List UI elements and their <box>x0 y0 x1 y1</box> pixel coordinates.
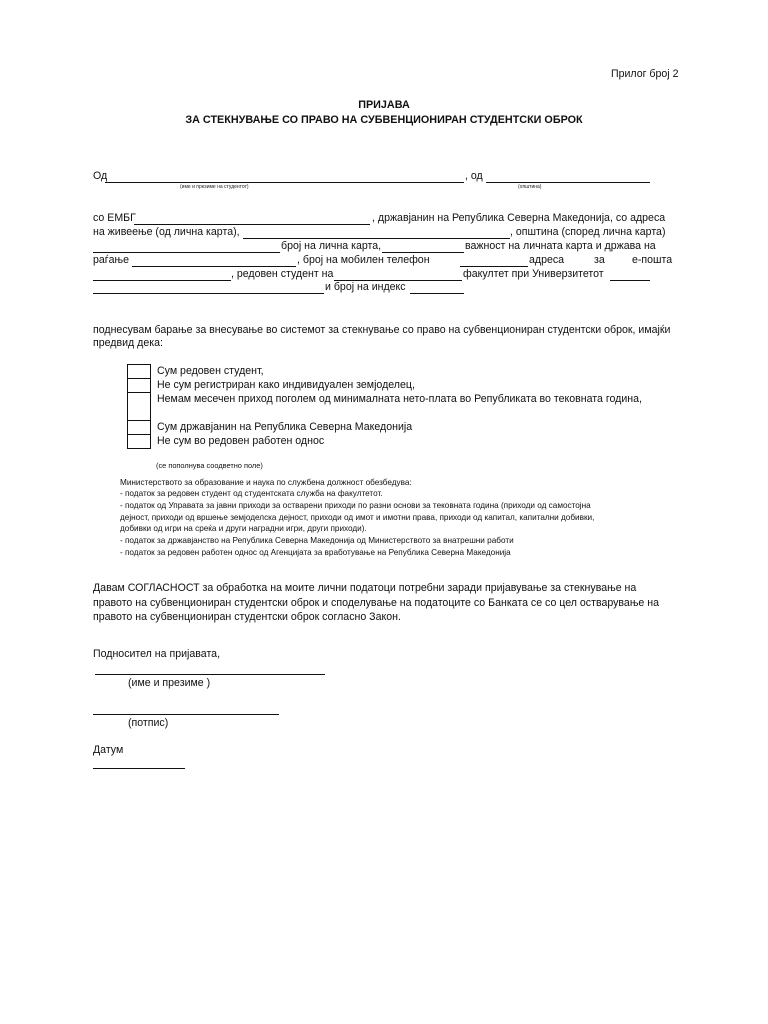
consent-line3: правото на субвенциониран студентски оброк согласно Закон. <box>93 611 401 623</box>
residence-label: на живеење (од лична карта), <box>93 226 240 238</box>
ministry-line: - податок за редовен студент од студентската служба на факултетот. <box>120 489 383 498</box>
email-input-line[interactable] <box>93 280 231 281</box>
checkbox-not-farmer[interactable] <box>127 378 151 393</box>
label-od-municipality: , од <box>465 170 483 182</box>
address-label: адреса <box>529 254 565 266</box>
request-text-line2: предвид дека: <box>93 337 163 349</box>
ministry-line: - податок од Управата за јавни приходи за остварени приходи по разни основи за тековната година (приходи од самостојна <box>120 501 591 510</box>
citizen-text: , државјанин на Република Северна Македонија, со адреса <box>372 212 666 224</box>
checkbox-no-income[interactable] <box>127 392 151 421</box>
ministry-line: добивки од игри на среќа и други наградни игри, други приходи). <box>120 524 367 533</box>
municipality-input-line[interactable] <box>486 182 650 183</box>
ministry-heading: Министерството за образование и наука по службена должност обезбедува: <box>120 478 412 487</box>
residence-input-line[interactable] <box>243 238 510 239</box>
ministry-line: - податок за државјанство на Република Северна Македонија од Министерството за внатрешни работи <box>120 536 514 545</box>
checkbox-not-employed[interactable] <box>127 434 151 449</box>
name-hint: (име и презиме ) <box>128 677 211 689</box>
municipality-text: , општина (според лична карта) <box>510 226 666 238</box>
id-card-input-line[interactable] <box>93 252 280 253</box>
birth-input-line[interactable] <box>132 266 296 267</box>
birth-label: раѓање <box>93 254 130 266</box>
checkbox-label-citizen: Сум државјанин на Република Северна Македонија <box>157 421 413 433</box>
email-label: е-пошта <box>632 254 673 266</box>
fill-note: (се пополнува соодветно поле) <box>156 461 263 470</box>
checkbox-label-no-income: Немам месечен приход поголем од минималната нето-плата во Републиката во тековната година, <box>157 393 642 405</box>
date-line[interactable] <box>93 768 185 769</box>
consent-line1: Давам СОГЛАСНОСТ за обработка на моите лични податоци потребни заради пријавување за стекнување на <box>93 582 637 594</box>
form-title: ПРИЈАВА <box>358 99 410 111</box>
ministry-line: - податок за редовен работен однос од Агенцијата за вработување на Република Северна Македонија <box>120 548 511 557</box>
index-input-line[interactable] <box>410 293 464 294</box>
signature-line[interactable] <box>93 714 279 715</box>
id-validity-label: важност на личната карта и држава на <box>465 240 656 252</box>
label-od: Од <box>93 170 108 182</box>
ministry-line: дејност, приходи од вршење земјоделска дејност, приходи од имот и имотни права, приходи од капитал, капитални добивки, <box>120 513 595 522</box>
id-validity-input-line[interactable] <box>382 252 464 253</box>
id-card-label: број на лична карта, <box>281 240 382 252</box>
checkbox-label-not-farmer: Не сум регистриран како индивидуален земјоделец, <box>157 379 415 391</box>
phone-label: , број на мобилен телефон <box>297 254 430 266</box>
regular-student-label: , редовен студент на <box>231 268 334 280</box>
phone-input-line[interactable] <box>460 266 528 267</box>
university-input-line[interactable] <box>610 280 650 281</box>
hint-name: (име и презиме на студентот) <box>180 184 249 190</box>
university-cont-input-line[interactable] <box>93 293 324 294</box>
signature-hint: (потпис) <box>128 717 169 729</box>
checkbox-column <box>127 364 151 448</box>
hint-municipality: (општина) <box>518 184 542 190</box>
embg-label: со ЕМБГ <box>93 212 136 224</box>
faculty-label: факултет при Универзитетот <box>463 268 604 280</box>
date-label: Датум <box>93 744 124 756</box>
request-text-line1: поднесувам барање за внесување во системот за стекнување со право на субвенциониран студентски оброк, имајќи <box>93 324 671 336</box>
form-subtitle: ЗА СТЕКНУВАЊЕ СО ПРАВО НА СУБВЕНЦИОНИРАН СТУДЕНТСКИ ОБРОК <box>185 114 583 126</box>
applicant-name-line[interactable] <box>95 674 325 675</box>
checkbox-label-not-employed: Не сум во редовен работен однос <box>157 435 325 447</box>
za-label: за <box>594 254 605 266</box>
checkbox-label-regular-student: Сум редовен студент, <box>157 365 264 377</box>
annex-label: Прилог број 2 <box>611 68 679 80</box>
name-input-line[interactable] <box>105 182 464 183</box>
consent-line2: правото на субвенциониран студентски оброк и споделување на податоците со Банката се со цел остварување на <box>93 597 660 609</box>
index-label: и број на индекс <box>325 281 406 293</box>
embg-input-line[interactable] <box>134 224 370 225</box>
checkbox-regular-student[interactable] <box>127 364 151 379</box>
applicant-label: Подносител на пријавата, <box>93 648 221 660</box>
checkbox-citizen[interactable] <box>127 420 151 435</box>
